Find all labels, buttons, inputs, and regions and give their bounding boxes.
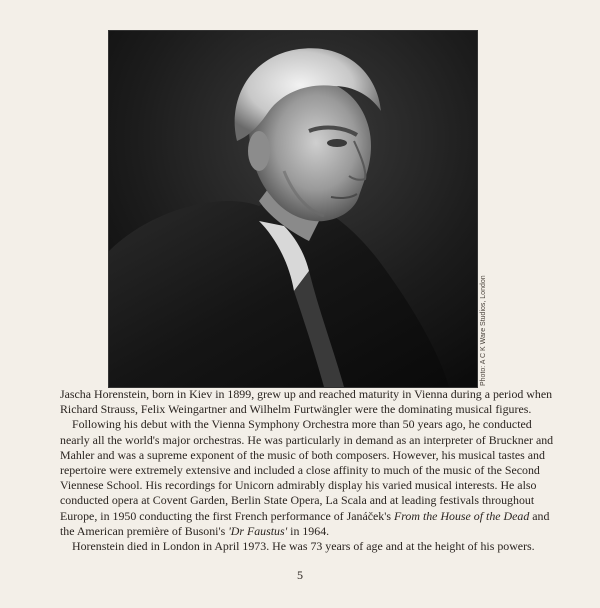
paragraph-2 [60, 417, 560, 539]
work-title-house-of-the-dead: From the House of the Dead [393, 508, 530, 523]
biography-text [60, 387, 560, 554]
paragraph-2-part-a: Following his debut with the Vienna Symphony Orchestra more than 50 years ago, he conducted nearly all the world's major orchestras. He was particularly in demand as an interpreter of Bruckner and Mahler and was a supreme exponent of the music of both composers. However, his musical tastes and repertoire were extremely extensive and included a close affinity to much of the music of the Second Viennese School. His recordings for Unicorn admirably display his varied musical interests. He also conducted opera at Covent Garden, Berlin State Opera, La Scala and at leading festivals throughout Europe, in 1950 conducting the first French performance of Janáček's [60, 417, 554, 523]
page-number: 5 [297, 568, 303, 582]
paragraph-1: Jascha Horenstein, born in Kiev in 1899, grew up and reached maturity in Vienna during a period when Richard Strauss, Felix Weingartner and Wilhelm Furtwängler were the dominating musical figures. [60, 387, 553, 417]
paragraph-2-part-c: in 1964. [287, 523, 330, 538]
portrait-photo [108, 30, 478, 388]
portrait-image [109, 31, 477, 387]
paragraph-3: Horenstein died in London in April 1973. He was 73 years of age and at the height of his powers. [72, 539, 535, 554]
work-title-dr-faustus: 'Dr Faustus' [228, 523, 288, 538]
photo-credit: Photo: A C K Ware Studios, London [480, 275, 487, 386]
paragraph-2-part-b: and the American première of Busoni's [60, 508, 550, 538]
